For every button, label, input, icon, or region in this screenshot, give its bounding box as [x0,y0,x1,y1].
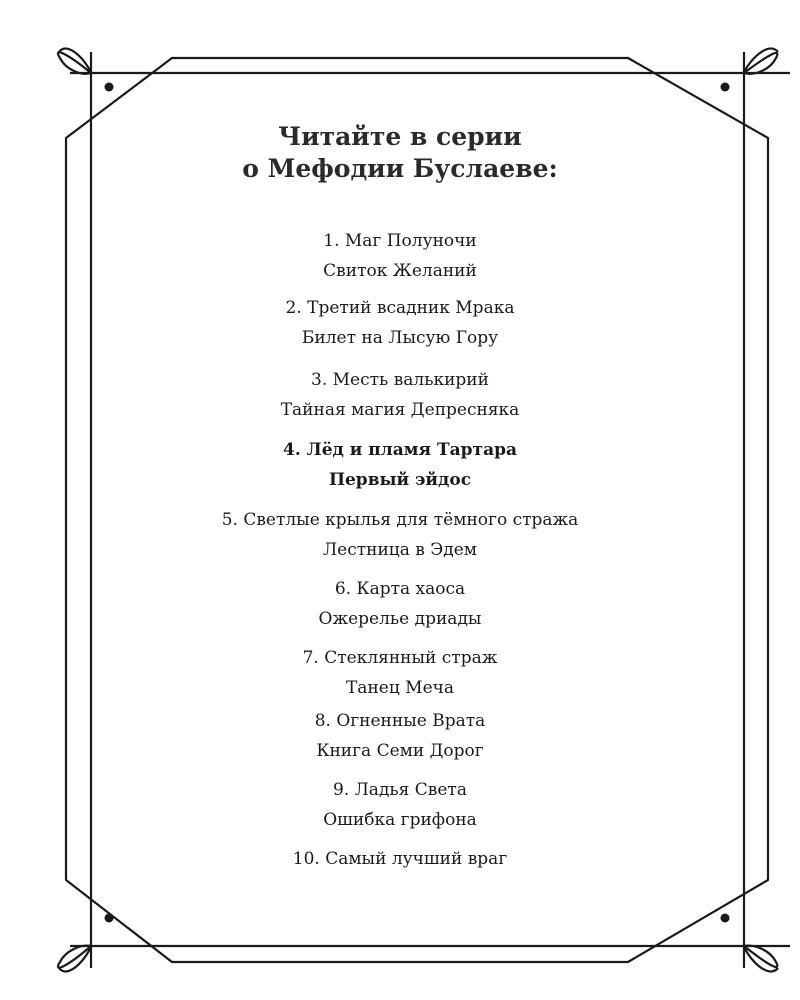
corner-loop-top-left-icon [58,49,91,74]
page-title-line-2: о Мефодии Буслаеве: [242,154,558,183]
book-entry-8 [0,706,800,766]
book-subtitle: Свиток Желаний [323,261,477,281]
book-title: 9. Ладья Света [333,780,467,800]
book-subtitle: Лестница в Эдем [322,540,478,560]
book-subtitle: Книга Семи Дорог [316,741,484,761]
book-subtitle: Ожерелье дриады [318,609,482,629]
book-entry-5 [0,505,800,565]
book-title: 6. Карта хаоса [334,579,466,599]
book-subtitle: Билет на Лысую Гору [301,328,499,348]
corner-dot-top-left-icon [105,83,114,92]
book-title: 4. Лёд и пламя Тартара [283,440,517,460]
book-subtitle: Тайная магия Депресняка [280,400,520,420]
book-title: 8. Огненные Врата [314,711,486,731]
book-entry-4 [0,435,800,495]
corner-loop-bottom-left-icon [58,946,91,972]
book-entry-3 [0,365,800,425]
book-entry-10 [0,844,800,874]
book-entry-6 [0,574,800,634]
corner-dot-bottom-right-icon [721,914,730,923]
corner-dot-top-right-icon [721,83,730,92]
book-entry-1 [0,226,800,286]
book-entry-9 [0,775,800,835]
corner-loop-top-right-icon [744,49,778,74]
book-title: 10. Самый лучший враг [292,849,508,869]
book-title: 5. Светлые крылья для тёмного стража [221,510,579,530]
book-subtitle: Танец Меча [345,678,455,698]
corner-dot-bottom-left-icon [105,914,114,923]
book-entry-7 [0,643,800,703]
corner-loop-bottom-right-icon [744,946,778,972]
book-subtitle: Ошибка грифона [323,810,477,830]
book-title: 1. Маг Полуночи [323,231,477,251]
book-title: 3. Месть валькирий [311,370,489,390]
book-subtitle: Первый эйдос [328,470,472,490]
book-title: 2. Третий всадник Мрака [285,298,515,318]
book-entry-2 [0,293,800,353]
page-title-line-1: Читайте в серии [278,122,522,151]
book-title: 7. Стеклянный страж [302,648,498,668]
